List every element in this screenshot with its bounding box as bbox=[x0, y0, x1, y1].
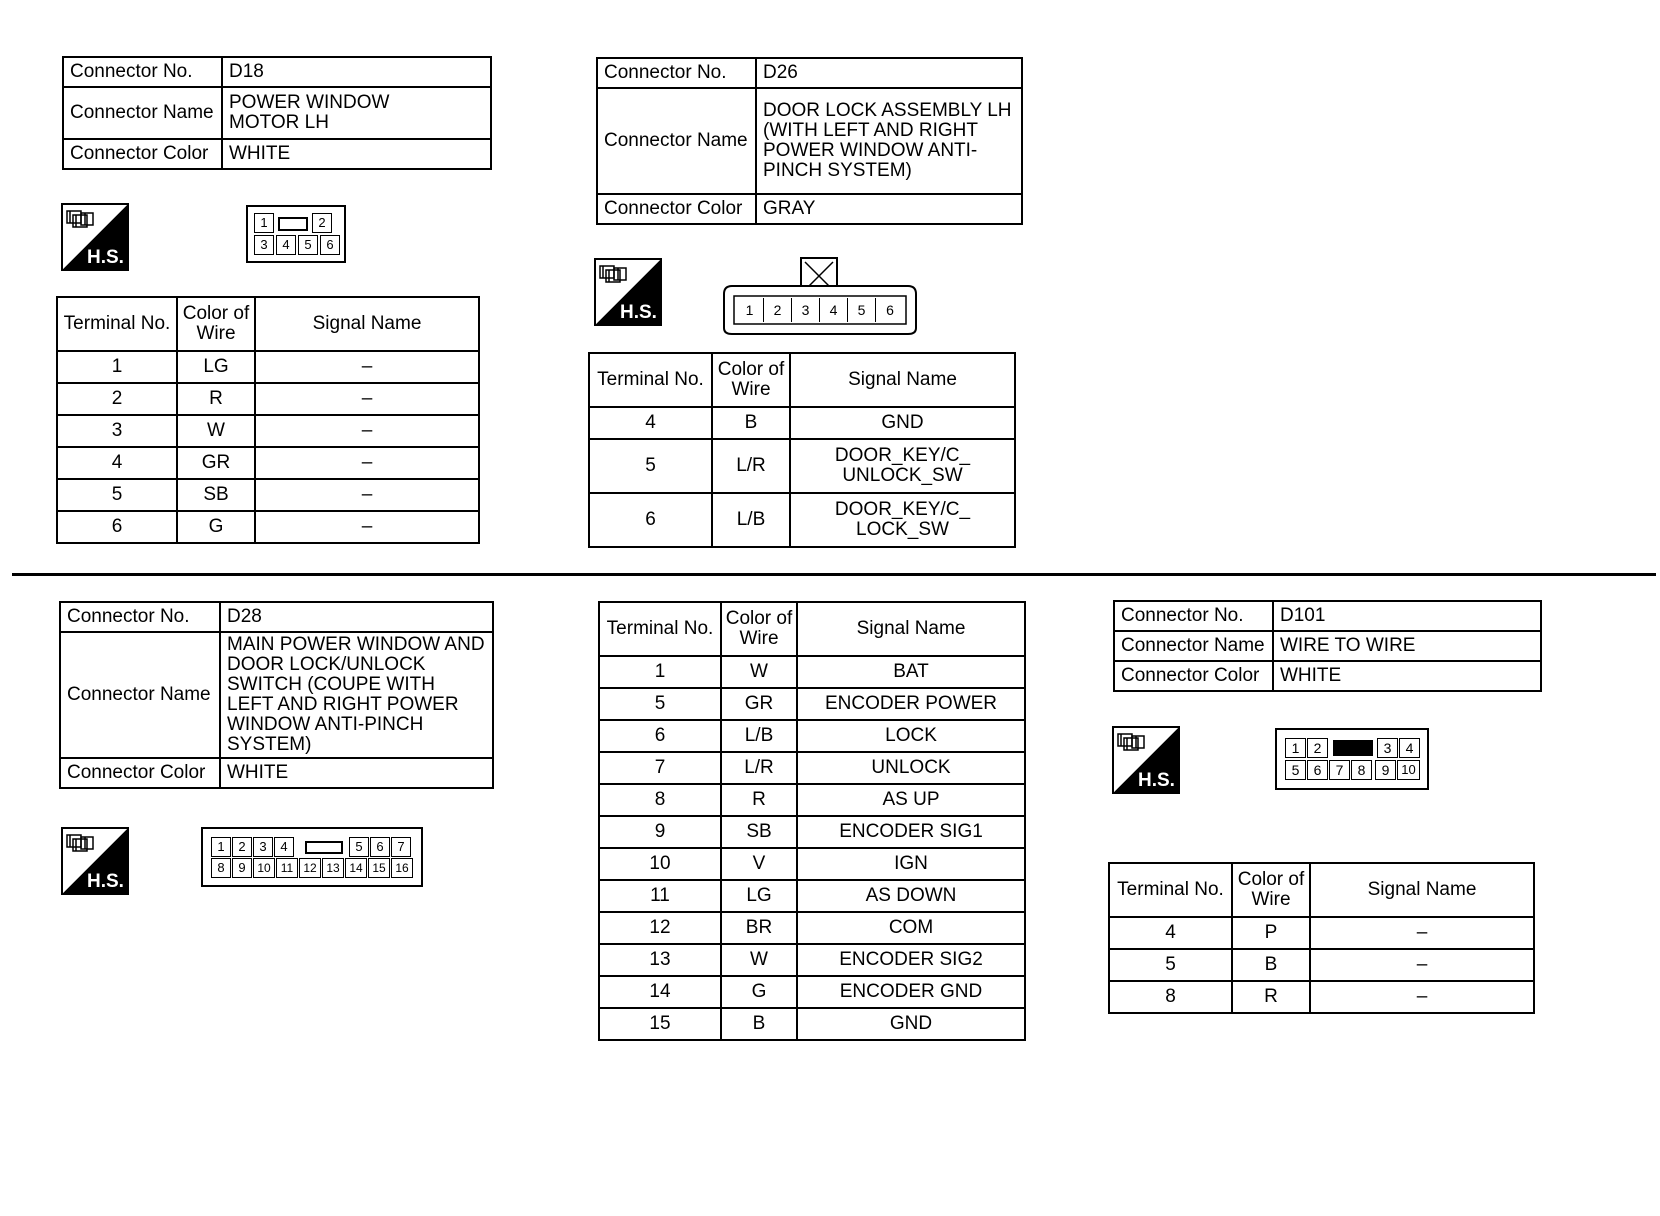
wire-color: G bbox=[177, 511, 255, 543]
d18-info-table bbox=[62, 56, 492, 170]
signal-name: GND bbox=[790, 407, 1015, 439]
d18-connector-face bbox=[246, 205, 346, 263]
signal-name: BAT bbox=[797, 656, 1025, 688]
signal-name: ENCODER POWER bbox=[797, 688, 1025, 720]
color-of-wire-header: Color of Wire bbox=[721, 602, 797, 656]
wire-color: R bbox=[1232, 981, 1310, 1013]
table-row bbox=[1109, 981, 1534, 1013]
table-row bbox=[57, 479, 479, 511]
terminal-no: 11 bbox=[599, 880, 721, 912]
signal-name: COM bbox=[797, 912, 1025, 944]
connector-no-label: Connector No. bbox=[60, 602, 220, 632]
pin: 6 bbox=[1307, 760, 1328, 780]
connector-no-label: Connector No. bbox=[63, 57, 222, 87]
pin: 3 bbox=[1377, 738, 1398, 758]
pin: 1 bbox=[211, 837, 231, 857]
pin: 8 bbox=[211, 858, 231, 878]
pin-key bbox=[305, 841, 343, 854]
pin: 1 bbox=[254, 213, 274, 233]
table-row bbox=[1109, 949, 1534, 981]
pin: 4 bbox=[276, 235, 296, 255]
signal-name: ENCODER SIG1 bbox=[797, 816, 1025, 848]
pin: 2 bbox=[232, 837, 252, 857]
table-row bbox=[599, 816, 1025, 848]
table-row bbox=[57, 383, 479, 415]
pin: 5 bbox=[349, 837, 369, 857]
signal-name: LOCK bbox=[797, 720, 1025, 752]
pin: 2 bbox=[764, 298, 792, 322]
wire-color: L/B bbox=[712, 493, 790, 547]
signal-name: – bbox=[255, 383, 479, 415]
terminal-no: 4 bbox=[589, 407, 712, 439]
signal-name: – bbox=[255, 447, 479, 479]
signal-name: – bbox=[1310, 917, 1534, 949]
d101-terminal-table bbox=[1108, 862, 1535, 1014]
signal-name: DOOR_KEY/C_ UNLOCK_SW bbox=[790, 439, 1015, 493]
d26-terminal-table bbox=[588, 352, 1016, 548]
pin-key bbox=[278, 217, 308, 231]
harness-side-badge bbox=[594, 258, 662, 326]
pin: 15 bbox=[368, 858, 390, 878]
pin: 5 bbox=[848, 298, 876, 322]
d101-info-table bbox=[1113, 600, 1542, 692]
pin: 4 bbox=[274, 837, 294, 857]
wire-color: L/B bbox=[721, 720, 797, 752]
terminal-no: 6 bbox=[589, 493, 712, 547]
wire-color: SB bbox=[721, 816, 797, 848]
pin: 3 bbox=[253, 837, 273, 857]
terminal-no: 13 bbox=[599, 944, 721, 976]
hs-label: H.S. bbox=[1138, 770, 1175, 791]
connector-color-value: WHITE bbox=[220, 758, 493, 788]
connector-color-label: Connector Color bbox=[60, 758, 220, 788]
table-row bbox=[599, 656, 1025, 688]
wire-color: GR bbox=[721, 688, 797, 720]
pin: 4 bbox=[820, 298, 848, 322]
signal-name-header: Signal Name bbox=[255, 297, 479, 351]
pin: 1 bbox=[1285, 738, 1306, 758]
terminal-no: 15 bbox=[599, 1008, 721, 1040]
wire-color: BR bbox=[721, 912, 797, 944]
signal-name: – bbox=[255, 415, 479, 447]
wire-color: GR bbox=[177, 447, 255, 479]
terminal-no-header: Terminal No. bbox=[599, 602, 721, 656]
signal-name: UNLOCK bbox=[797, 752, 1025, 784]
pin: 6 bbox=[886, 302, 894, 318]
terminal-no: 5 bbox=[57, 479, 177, 511]
terminal-no: 5 bbox=[589, 439, 712, 493]
connector-name-value: WIRE TO WIRE bbox=[1273, 631, 1541, 661]
pin: 16 bbox=[391, 858, 413, 878]
pin: 14 bbox=[345, 858, 367, 878]
table-row bbox=[1109, 917, 1534, 949]
signal-name: – bbox=[255, 351, 479, 383]
terminal-no: 12 bbox=[599, 912, 721, 944]
terminal-no-header: Terminal No. bbox=[589, 353, 712, 407]
harness-side-badge bbox=[1112, 726, 1180, 794]
table-row bbox=[599, 912, 1025, 944]
pin: 2 bbox=[1307, 738, 1328, 758]
table-row bbox=[599, 1008, 1025, 1040]
connector-name-value: MAIN POWER WINDOW AND DOOR LOCK/UNLOCK SWITCH (COUPE WITH LEFT AND RIGHT POWER WINDOW ANTI-PINCH SYSTEM) bbox=[220, 632, 493, 758]
wire-color: B bbox=[721, 1008, 797, 1040]
terminal-no: 6 bbox=[57, 511, 177, 543]
connector-no-label: Connector No. bbox=[1114, 601, 1273, 631]
pin: 8 bbox=[1351, 760, 1372, 780]
signal-name: ENCODER GND bbox=[797, 976, 1025, 1008]
terminal-no: 5 bbox=[599, 688, 721, 720]
connector-no-value: D26 bbox=[756, 58, 1022, 88]
d26-info-table bbox=[596, 57, 1023, 225]
table-row bbox=[599, 752, 1025, 784]
terminal-no: 1 bbox=[57, 351, 177, 383]
pin: 1 bbox=[736, 298, 764, 322]
hs-label: H.S. bbox=[87, 247, 124, 268]
connector-name-label: Connector Name bbox=[63, 87, 222, 139]
pin: 4 bbox=[1399, 738, 1420, 758]
table-row bbox=[57, 415, 479, 447]
hs-label: H.S. bbox=[87, 871, 124, 892]
terminal-no: 8 bbox=[599, 784, 721, 816]
signal-name: – bbox=[255, 511, 479, 543]
signal-name: AS DOWN bbox=[797, 880, 1025, 912]
wire-color: B bbox=[712, 407, 790, 439]
table-row bbox=[599, 976, 1025, 1008]
connector-no-value: D101 bbox=[1273, 601, 1541, 631]
table-row bbox=[57, 351, 479, 383]
pin: 3 bbox=[254, 235, 274, 255]
wire-color: R bbox=[721, 784, 797, 816]
table-row bbox=[599, 688, 1025, 720]
connector-name-label: Connector Name bbox=[1114, 631, 1273, 661]
d18-terminal-table bbox=[56, 296, 480, 544]
signal-name: – bbox=[1310, 949, 1534, 981]
wire-color: G bbox=[721, 976, 797, 1008]
connector-color-label: Connector Color bbox=[63, 139, 222, 169]
table-row bbox=[599, 784, 1025, 816]
terminal-no: 8 bbox=[1109, 981, 1232, 1013]
signal-name: AS UP bbox=[797, 784, 1025, 816]
pin: 2 bbox=[312, 213, 332, 233]
harness-side-badge bbox=[61, 203, 129, 271]
wire-color: L/R bbox=[712, 439, 790, 493]
pin: 5 bbox=[298, 235, 318, 255]
d28-terminal-table bbox=[598, 601, 1026, 1041]
pin: 10 bbox=[253, 858, 275, 878]
terminal-no: 5 bbox=[1109, 949, 1232, 981]
wire-color: W bbox=[177, 415, 255, 447]
pin: 5 bbox=[1285, 760, 1306, 780]
connector-no-value: D28 bbox=[220, 602, 493, 632]
wire-color: LG bbox=[177, 351, 255, 383]
pin: 9 bbox=[1375, 760, 1396, 780]
color-of-wire-header: Color of Wire bbox=[1232, 863, 1310, 917]
connector-color-value: WHITE bbox=[1273, 661, 1541, 691]
wire-color: LG bbox=[721, 880, 797, 912]
connector-no-value: D18 bbox=[222, 57, 491, 87]
wire-color: SB bbox=[177, 479, 255, 511]
wire-color: P bbox=[1232, 917, 1310, 949]
color-of-wire-header: Color of Wire bbox=[712, 353, 790, 407]
table-row bbox=[599, 944, 1025, 976]
pin: 6 bbox=[320, 235, 340, 255]
pin: 7 bbox=[391, 837, 411, 857]
terminal-no: 7 bbox=[599, 752, 721, 784]
connector-no-label: Connector No. bbox=[597, 58, 756, 88]
color-of-wire-header: Color of Wire bbox=[177, 297, 255, 351]
harness-side-badge bbox=[61, 827, 129, 895]
terminal-no: 9 bbox=[599, 816, 721, 848]
terminal-no: 4 bbox=[57, 447, 177, 479]
connector-name-value: POWER WINDOW MOTOR LH bbox=[222, 87, 491, 139]
pin: 13 bbox=[322, 858, 344, 878]
d28-connector-face bbox=[201, 827, 423, 887]
connector-color-value: WHITE bbox=[222, 139, 491, 169]
table-row bbox=[589, 439, 1015, 493]
pin: 11 bbox=[276, 858, 298, 878]
terminal-no: 1 bbox=[599, 656, 721, 688]
pin: 3 bbox=[792, 298, 820, 322]
signal-name: DOOR_KEY/C_ LOCK_SW bbox=[790, 493, 1015, 547]
pin: 10 bbox=[1397, 760, 1420, 780]
pin: 9 bbox=[232, 858, 252, 878]
section-divider bbox=[12, 573, 1656, 576]
table-row bbox=[57, 447, 479, 479]
d28-info-table bbox=[59, 601, 494, 789]
connector-color-label: Connector Color bbox=[1114, 661, 1273, 691]
pin-key bbox=[1333, 740, 1373, 756]
signal-name-header: Signal Name bbox=[797, 602, 1025, 656]
table-row bbox=[599, 880, 1025, 912]
terminal-no-header: Terminal No. bbox=[57, 297, 177, 351]
hs-label: H.S. bbox=[620, 302, 657, 323]
terminal-no-header: Terminal No. bbox=[1109, 863, 1232, 917]
wire-color: W bbox=[721, 656, 797, 688]
table-row bbox=[589, 493, 1015, 547]
terminal-no: 2 bbox=[57, 383, 177, 415]
d26-connector-face bbox=[720, 256, 920, 336]
pin: 7 bbox=[1329, 760, 1350, 780]
connector-color-label: Connector Color bbox=[597, 194, 756, 224]
connector-color-value: GRAY bbox=[756, 194, 1022, 224]
d101-connector-face bbox=[1275, 728, 1429, 790]
wire-color: V bbox=[721, 848, 797, 880]
terminal-no: 14 bbox=[599, 976, 721, 1008]
connector-name-label: Connector Name bbox=[60, 632, 220, 758]
table-row bbox=[57, 511, 479, 543]
connector-name-label: Connector Name bbox=[597, 88, 756, 194]
connector-name-value: DOOR LOCK ASSEMBLY LH (WITH LEFT AND RIGHT POWER WINDOW ANTI-PINCH SYSTEM) bbox=[756, 88, 1022, 194]
wire-color: B bbox=[1232, 949, 1310, 981]
signal-name: – bbox=[255, 479, 479, 511]
signal-name: – bbox=[1310, 981, 1534, 1013]
signal-name: ENCODER SIG2 bbox=[797, 944, 1025, 976]
table-row bbox=[589, 407, 1015, 439]
pin: 6 bbox=[370, 837, 390, 857]
terminal-no: 4 bbox=[1109, 917, 1232, 949]
terminal-no: 6 bbox=[599, 720, 721, 752]
wire-color: L/R bbox=[721, 752, 797, 784]
signal-name-header: Signal Name bbox=[1310, 863, 1534, 917]
terminal-no: 10 bbox=[599, 848, 721, 880]
signal-name: GND bbox=[797, 1008, 1025, 1040]
table-row bbox=[599, 848, 1025, 880]
wire-color: W bbox=[721, 944, 797, 976]
signal-name: IGN bbox=[797, 848, 1025, 880]
wire-color: R bbox=[177, 383, 255, 415]
terminal-no: 3 bbox=[57, 415, 177, 447]
signal-name-header: Signal Name bbox=[790, 353, 1015, 407]
table-row bbox=[599, 720, 1025, 752]
pin: 12 bbox=[299, 858, 321, 878]
